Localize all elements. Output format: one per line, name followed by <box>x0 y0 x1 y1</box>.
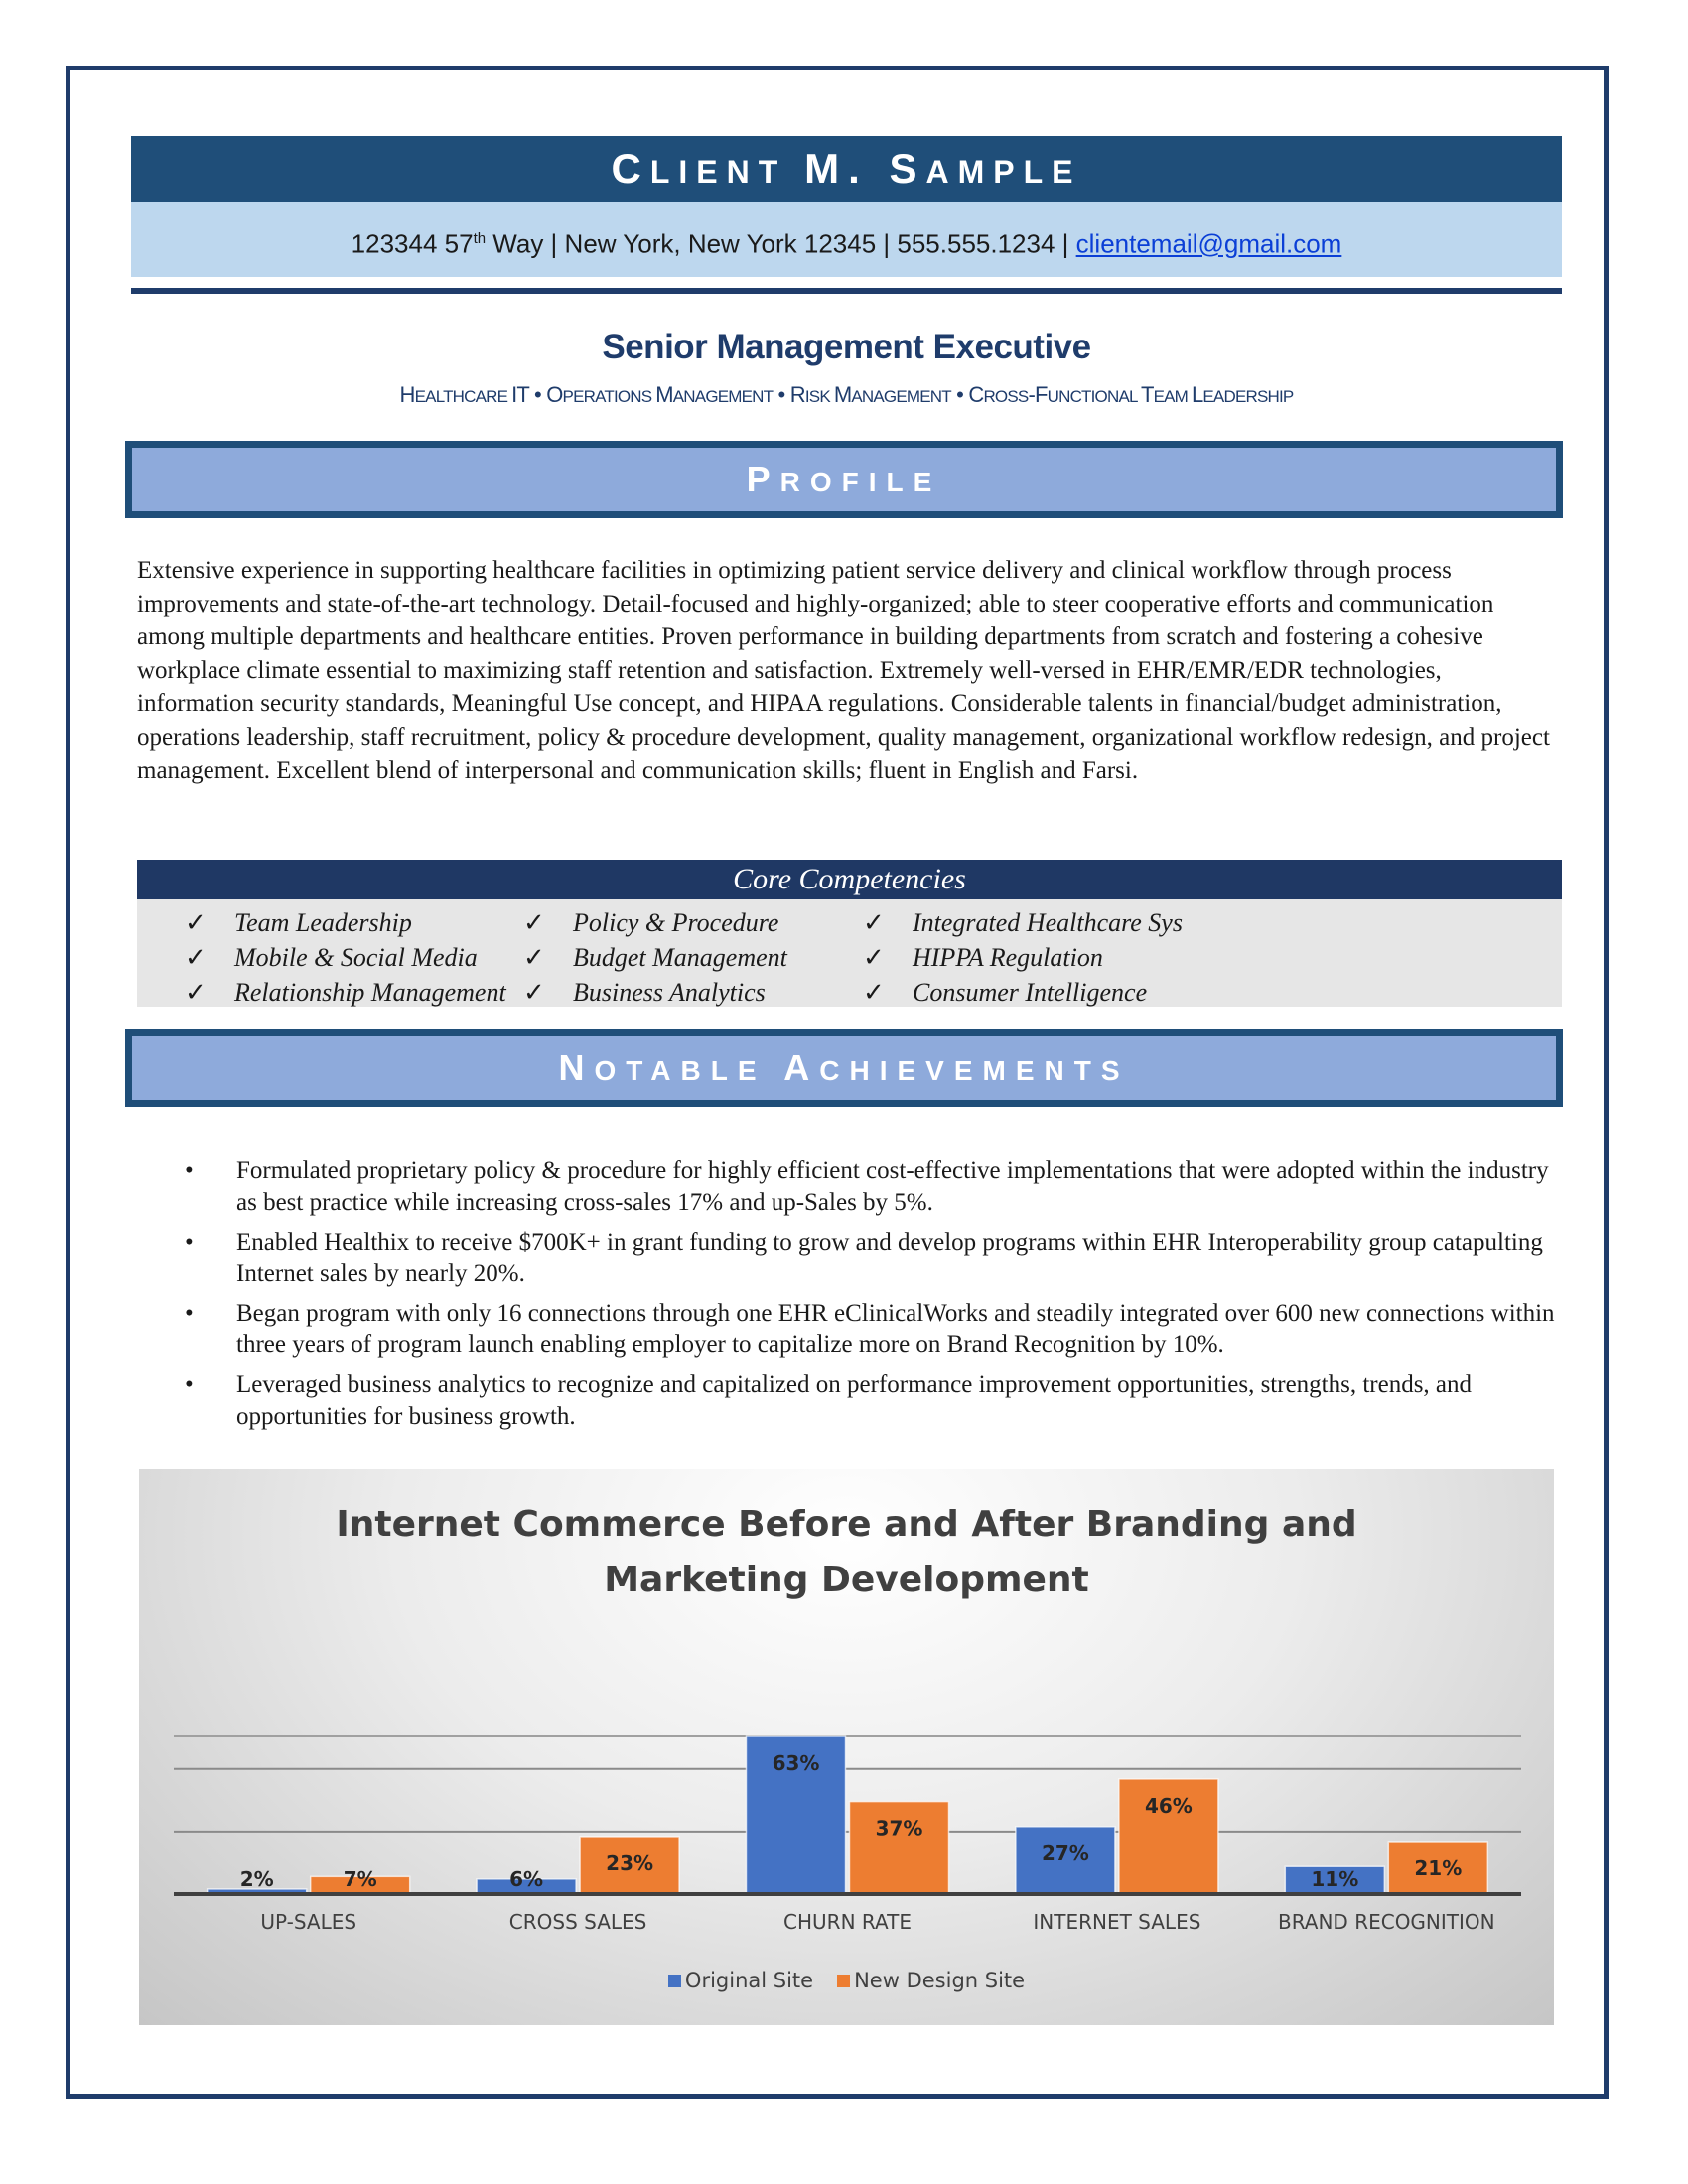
competency-label: Consumer Intelligence <box>913 978 1148 1007</box>
legend-entry <box>668 1969 813 1992</box>
specialty-part: ANAGEMENT <box>672 387 774 406</box>
specialty-separator: • <box>528 382 547 407</box>
chart-data-label: 6% <box>509 1867 544 1891</box>
achievement-item <box>185 1298 1565 1361</box>
chart-data-label: 37% <box>875 1816 923 1841</box>
competency-item <box>863 940 1183 975</box>
specialty-part: EALTHCARE <box>414 387 512 406</box>
chart-data-label: 21% <box>1414 1856 1463 1880</box>
competencies-title: Core Competencies <box>137 860 1562 899</box>
competency-column <box>863 905 1183 1010</box>
competency-column <box>185 905 506 1010</box>
specialties-line <box>131 382 1562 408</box>
competency-item <box>523 905 787 940</box>
chart-data-label: 11% <box>1311 1867 1359 1891</box>
chart-data-label: 2% <box>239 1867 274 1891</box>
legend-label: Original Site <box>684 1969 814 1992</box>
profile-heading <box>132 448 1556 511</box>
competency-item <box>185 975 506 1010</box>
competency-label: Integrated Healthcare Sys <box>913 908 1183 937</box>
email-link[interactable]: clientemail@gmail.com <box>1075 228 1342 259</box>
checkmark-icon: ✓ <box>523 978 545 1007</box>
checkmark-icon: ✓ <box>863 908 885 937</box>
achievement-item <box>185 1369 1565 1432</box>
chart-category-label: BRAND RECOGNITION <box>1277 1910 1495 1934</box>
achievement-text: Began program with only 16 connections through one EHR eClinicalWorks and steadily integrated over 600 new connections within three years of program launch enabling employer to capitalize more on Brand Recognition by 10%. <box>236 1299 1555 1359</box>
checkmark-icon: ✓ <box>523 908 545 937</box>
legend-label: New Design Site <box>854 1969 1026 1992</box>
competency-item <box>185 905 506 940</box>
competency-label: Relationship Management <box>234 978 506 1007</box>
competency-item <box>863 975 1183 1010</box>
checkmark-icon: ✓ <box>863 978 885 1007</box>
specialty-part: EAM <box>1153 387 1192 406</box>
specialty-part: C <box>968 382 984 407</box>
address-rest: Way | New York, New York 12345 | 555.555.1234 | <box>486 228 1076 259</box>
chart-category-label: UP-SALES <box>260 1910 357 1934</box>
achievements-heading-part: CHIEVEMENTS <box>819 1055 1130 1086</box>
client-name <box>611 145 1082 192</box>
specialty-separator: • <box>773 382 790 407</box>
specialty-part: EADERSHIP <box>1202 387 1294 406</box>
specialty-item <box>968 382 1293 407</box>
specialty-part: ROSS <box>983 387 1029 406</box>
competency-item <box>523 940 787 975</box>
bullet-icon: • <box>185 1228 194 1256</box>
chart-title-line: Marketing Development <box>604 1560 1089 1600</box>
legend-entry <box>837 1969 1025 1992</box>
achievements-heading-part: A <box>783 1047 820 1088</box>
competency-label: Policy & Procedure <box>573 908 779 937</box>
chart-category-label: CHURN RATE <box>783 1910 912 1934</box>
address-ordinal: th <box>473 230 487 247</box>
achievement-text: Formulated proprietary policy & procedure for highly efficient cost-effective implementations that were adopted within the industry as best practice while increasing cross-sales 17% and up-Sales by 5%. <box>236 1158 1549 1216</box>
bullet-icon: • <box>185 1158 194 1184</box>
achievement-text: Enabled Healthix to receive $700K+ in grant funding to grow and develop programs within EHR Interoperability group catapulting Internet sales by nearly 20%. <box>236 1228 1543 1288</box>
achievements-heading-part: OTABLE <box>594 1055 784 1086</box>
specialty-part: UNCTIONAL <box>1047 387 1141 406</box>
bullet-icon: • <box>185 1371 194 1399</box>
specialty-item <box>546 382 773 407</box>
specialty-part: ANAGEMENT <box>851 387 951 406</box>
specialty-part: H <box>399 382 415 407</box>
profile-heading-cap: P <box>746 459 780 499</box>
competency-label: Budget Management <box>573 943 787 972</box>
chart-data-label: 27% <box>1041 1841 1089 1865</box>
chart-title-line: Internet Commerce Before and After Branding and <box>336 1504 1357 1545</box>
contact-bar <box>131 202 1562 277</box>
competency-item <box>863 905 1183 940</box>
checkmark-icon: ✓ <box>523 943 545 972</box>
legend-swatch <box>668 1975 681 1987</box>
chart-plot <box>139 1469 1554 2025</box>
header-divider <box>131 288 1562 294</box>
specialty-part: -F <box>1028 382 1048 407</box>
achievement-item <box>185 1227 1565 1290</box>
competencies-grid <box>137 899 1562 1007</box>
chart-category-label: CROSS SALES <box>508 1910 647 1934</box>
specialty-part: R <box>789 382 805 407</box>
competency-item <box>185 940 506 975</box>
profile-heading-rest: ROFILE <box>779 467 942 497</box>
profile-section-bar <box>125 441 1563 518</box>
address-text: 123344 57 <box>351 228 474 259</box>
chart-category-label: INTERNET SALES <box>1033 1910 1201 1934</box>
competency-item <box>523 975 787 1010</box>
specialty-part: IT <box>511 382 529 407</box>
bullet-icon: • <box>185 1299 194 1327</box>
specialty-part: T <box>1140 382 1154 407</box>
competency-label: Team Leadership <box>234 908 412 937</box>
name-part: LIENT <box>649 154 805 190</box>
chart-data-label: 46% <box>1144 1793 1193 1818</box>
checkmark-icon: ✓ <box>185 908 207 937</box>
chart-data-label: 23% <box>606 1850 654 1875</box>
achievement-item <box>185 1156 1565 1218</box>
specialty-part: M <box>655 382 673 407</box>
name-banner <box>131 136 1562 202</box>
specialty-part: M <box>833 382 852 407</box>
specialty-item <box>400 382 529 407</box>
specialty-part: ISK <box>804 387 834 406</box>
achievements-heading-part: N <box>558 1047 595 1088</box>
checkmark-icon: ✓ <box>185 943 207 972</box>
competency-column <box>523 905 787 1010</box>
profile-paragraph: Extensive experience in supporting healthcare facilities in optimizing patient service delivery and clinical workflow through process improvements and state-of-the-art technology. Detail-focused and highly-organized; able to steer cooperative efforts and communication among multiple departments and healthcare entities. Proven performance in building departments from scratch and fostering a cohesive workplace climate essential to maximizing staff retention and satisfaction. Extremely well-versed in EHR/EMR/EDR technologies, information security standards, Meaningful Use concept, and HIPAA regulations. Considerable talents in financial/budget administration, operations leadership, staff recruitment, policy & procedure development, quality management, organizational workflow redesign, and project management. Excellent blend of interpersonal and communication skills; fluent in English and Farsi. <box>137 557 1550 784</box>
legend-swatch <box>837 1975 850 1987</box>
achievements-section-bar <box>125 1029 1563 1107</box>
specialty-part: O <box>546 382 563 407</box>
achievement-text: Leveraged business analytics to recognize and capitalized on performance improvement opportunities, strengths, trends, and opportunities for business growth. <box>236 1371 1473 1430</box>
competency-label: Business Analytics <box>573 978 766 1007</box>
achievement-chart <box>139 1469 1554 2025</box>
achievements-list <box>185 1156 1565 1440</box>
competency-label: HIPPA Regulation <box>913 943 1103 972</box>
headline-title: Senior Management Executive <box>602 328 1091 366</box>
competency-label: Mobile & Social Media <box>234 943 478 972</box>
specialty-separator: • <box>950 382 969 407</box>
chart-legend <box>139 1969 1554 1992</box>
achievements-heading <box>132 1036 1556 1100</box>
checkmark-icon: ✓ <box>863 943 885 972</box>
chart-data-label: 7% <box>343 1867 377 1891</box>
checkmark-icon: ✓ <box>185 978 207 1007</box>
specialty-part: PERATIONS <box>562 387 656 406</box>
chart-data-label: 63% <box>772 1751 820 1775</box>
specialty-part: L <box>1191 382 1203 407</box>
specialty-item <box>790 382 951 407</box>
name-part: M. S <box>804 145 926 192</box>
name-part: AMPLE <box>925 154 1082 190</box>
name-part: C <box>611 145 650 192</box>
